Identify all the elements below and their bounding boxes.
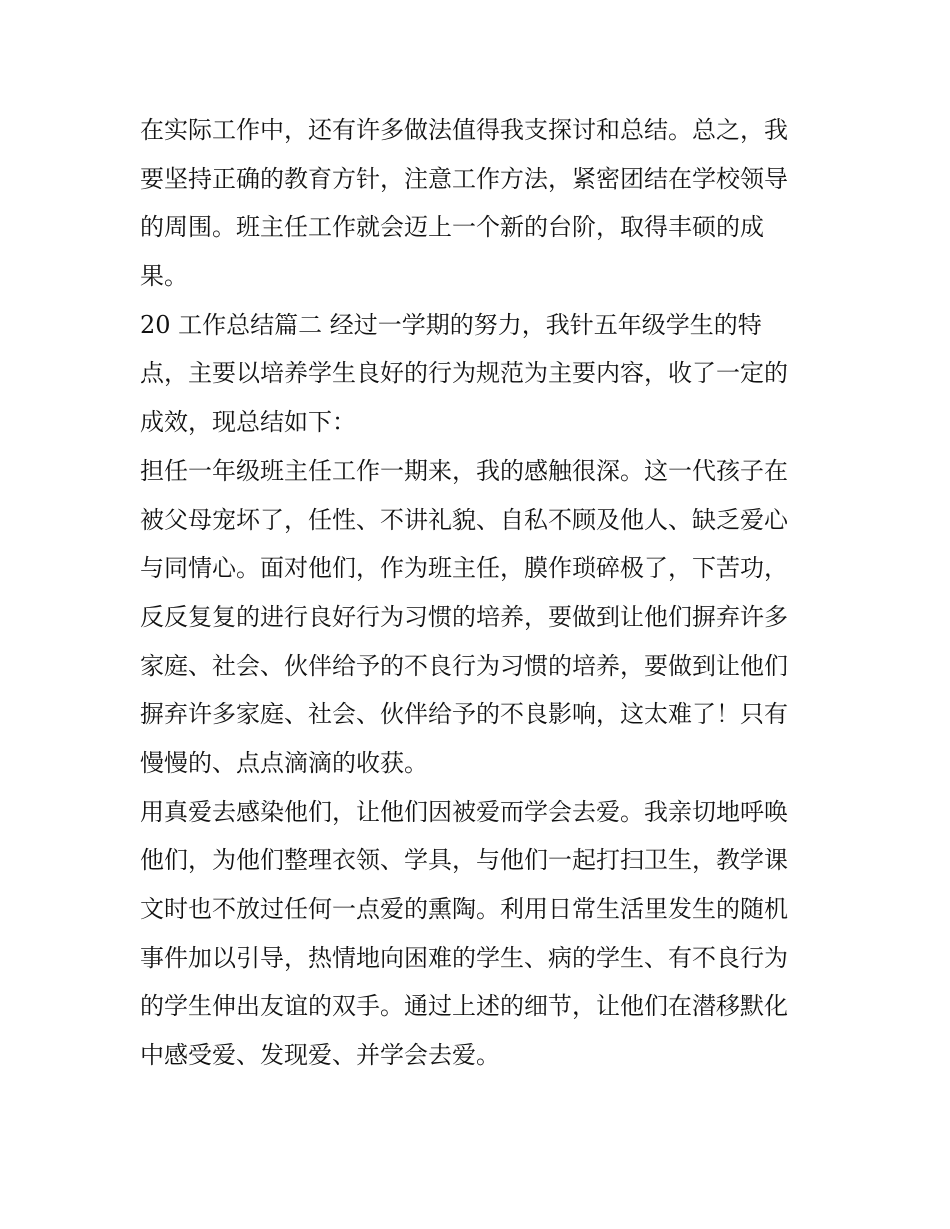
text-line: 用真爱去感染他们，让他们因被爱而学会去爱。我亲切地呼唤	[140, 797, 788, 826]
text-line: 文时也不放过任何一点爱的熏陶。利用日常生活里发生的随机	[140, 895, 788, 923]
text-line: 家庭、社会、伙伴给予的不良行为习惯的培养，要做到让他们	[140, 651, 788, 680]
text-line: 被父母宠坏了，任性、不讲礼貌、自私不顾及他人、缺乏爱心	[140, 505, 788, 534]
text-line: 成效，现总结如下：	[140, 408, 356, 437]
text-line: 要坚持正确的教育方针，注意工作方法，紧密团结在学校领导	[140, 164, 788, 193]
text-line: 的周围。班主任工作就会迈上一个新的台阶，取得丰硕的成	[140, 213, 764, 242]
text-line: 摒弃许多家庭、社会、伙伴给予的不良影响，这太难了！只有	[140, 700, 788, 729]
text-line: 中感受爱、发现爱、并学会去爱。	[140, 1041, 500, 1070]
text-line: 与同情心。面对他们，作为班主任，膜作琐碎极了，下苦功，	[140, 554, 788, 583]
text-line: 点，主要以培养学生良好的行为规范为主要内容，收了一定的	[140, 359, 788, 388]
text-line: 事件加以引导，热情地向困难的学生、病的学生、有不良行为	[140, 943, 788, 972]
text-line: 20 工作总结篇二 经过一学期的努力，我针五年级学生的特	[140, 310, 762, 339]
text-line: 在实际工作中，还有许多做法值得我支探讨和总结。总之，我	[140, 116, 788, 144]
document-body	[140, 106, 820, 1080]
text-line: 反反复复的进行良好行为习惯的培养，要做到让他们摒弃许多	[140, 602, 788, 631]
text-line: 果。	[140, 262, 188, 291]
text-line: 慢慢的、点点滴滴的收获。	[140, 748, 428, 777]
text-line: 的学生伸出友谊的双手。通过上述的细节，让他们在潜移默化	[140, 992, 788, 1021]
text-line: 他们，为他们整理衣领、学具，与他们一起打扫卫生，教学课	[140, 846, 788, 875]
text-line: 担任一年级班主任工作一期来，我的感触很深。这一代孩子在	[140, 456, 788, 485]
